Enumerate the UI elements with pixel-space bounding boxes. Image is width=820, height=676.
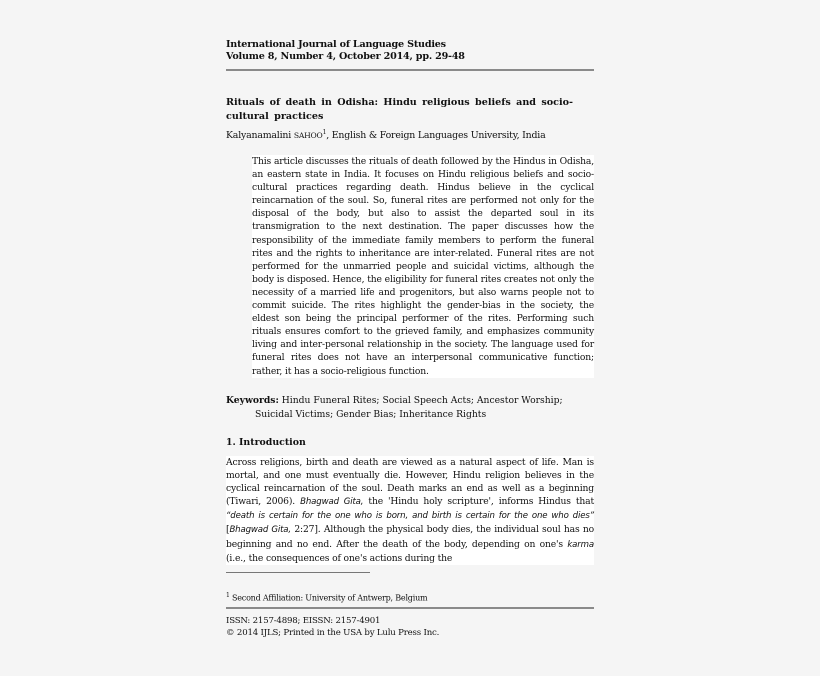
author-name: Kalyanamalini (226, 130, 292, 142)
author-footnote-mark: 1 (322, 129, 327, 136)
page-footer (226, 615, 439, 639)
section-body (226, 456, 594, 565)
header-divider (226, 69, 594, 71)
body-text-3: [ (226, 524, 230, 536)
body-quote: “death is certain for the one who is born, and birth is certain for the one who dies” (226, 511, 594, 522)
body-text-4: 2:27]. Although the physical body dies, the individual soul has no beginning and no end. After the death of the body, depending on one's (226, 524, 594, 550)
body-gita-1: Bhagwad Gita, (300, 497, 364, 508)
footer-divider (226, 607, 594, 609)
issn: ISSN: 2157-4898; EISSN: 2157-4901 (226, 616, 381, 626)
footnote (226, 592, 427, 603)
footnote-divider (226, 572, 370, 573)
section-heading: 1. Introduction (226, 437, 306, 448)
keywords-line-1: Hindu Funeral Rites; Social Speech Acts; Ancestor Worship; (281, 395, 563, 406)
author-surname: SAHOO (293, 131, 323, 141)
footnote-text: Second Affiliation: University of Antwerp, Belgium (229, 593, 428, 603)
keywords (226, 394, 594, 422)
abstract: This article discusses the rituals of death followed by the Hindus in Odisha, an eastern state in India. It focuses on Hindu religious beliefs and socio-cultural practices regarding death. Hindus believe in the cyclical reincarnation of the soul. So, funeral rites are performed not only for the disposal of the body, but also to assist the departed soul in its transmigration to the next destination. The paper discusses how the responsibility of the immediate family members to perform the funeral rites and the rights to inheritance are inter-related. Funeral rites are not performed for the unmarried people and suicidal victims, although the body is disposed. Hence, the eligibility for funeral rites creates not only the necessity of a married life and progenitors, but also warns people not to commit suicide. The rites highlight the gender-bias in the society, the eldest son being the principal performer of the rites. Performing such rituals ensures comfort to the grieved family, and emphasizes community living and inter-personal relationship in the society. The language used for funeral rites does not have an interpersonal communicative function; rather, it has a socio-religious function. (252, 156, 594, 377)
author-line (226, 127, 545, 142)
journal-volume: Volume 8, Number 4, October 2014, pp. 29-48 (226, 51, 465, 62)
body-text-5: (i.e., the consequences of one's actions during the (226, 552, 453, 564)
body-gita-2: Bhagwad Gita, (229, 525, 291, 536)
author-affiliation: , English & Foreign Languages University, India (326, 130, 546, 142)
keywords-label: Keywords: (226, 395, 279, 406)
body-text-2: the 'Hindu holy scripture', informs Hindus that (363, 496, 594, 508)
journal-header (226, 39, 465, 63)
journal-name: International Journal of Language Studies (226, 39, 446, 50)
footnote-mark: 1 (226, 592, 230, 599)
keywords-line-2: Suicidal Victims; Gender Bias; Inheritance Rights (255, 409, 487, 420)
body-text-1: Across religions, birth and death are viewed as a natural aspect of life. Man is mortal, and one must eventually die. However, Hindu religion believes in the cyclical reincarnation of the soul. Death marks an end as well as a beginning (Tiwari, 2006). (226, 457, 594, 508)
article-title: Rituals of death in Odisha: Hindu religious beliefs and socio-cultural practices (226, 97, 574, 122)
copyright: © 2014 IJLS; Printed in the USA by Lulu Press Inc. (226, 628, 440, 638)
body-karma: karma (567, 539, 594, 550)
